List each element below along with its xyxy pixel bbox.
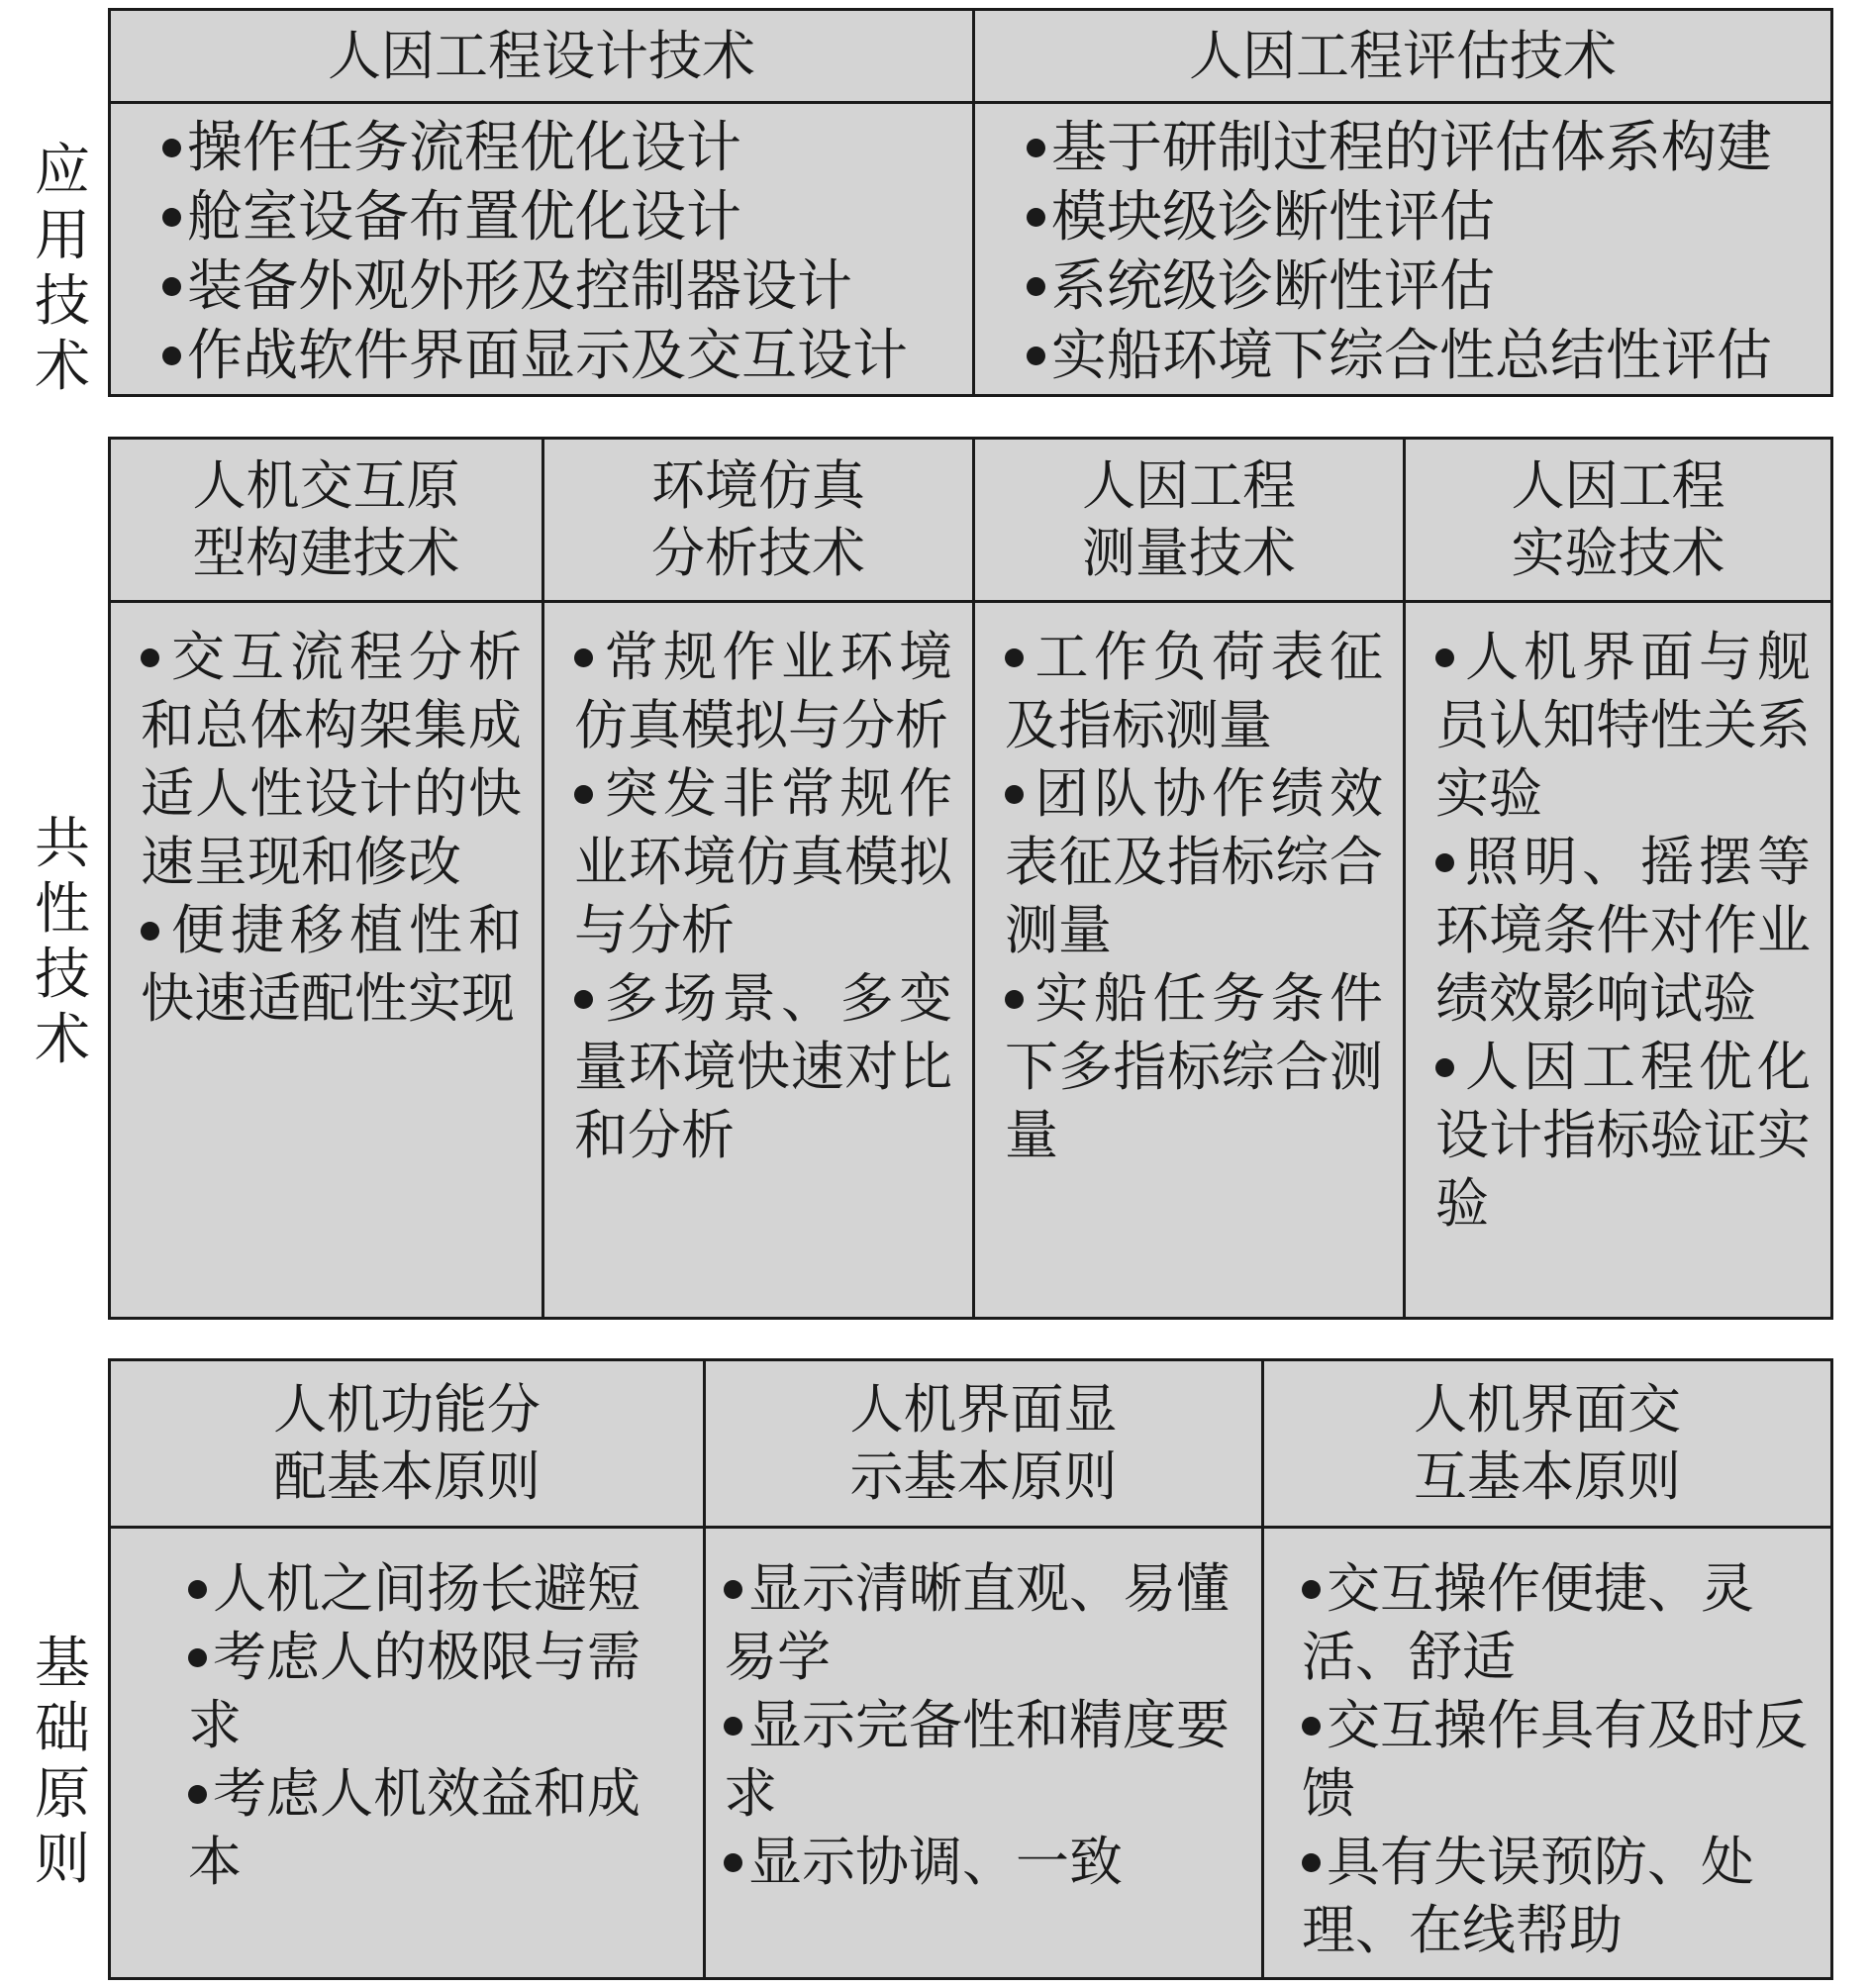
bullet-dot-icon (1027, 208, 1045, 227)
bullet-dot-icon (1027, 347, 1045, 365)
list-item-text: 考虑人机效益和成本 (188, 1762, 640, 1893)
bullet-dot-icon (574, 785, 593, 804)
list-item (1005, 623, 1383, 759)
list-item (574, 759, 952, 964)
list-item (1027, 183, 1830, 252)
list-item (1005, 964, 1383, 1169)
bullet-dot-icon (724, 1580, 742, 1599)
column-title: 人机界面交 互基本原则 (1264, 1361, 1830, 1529)
bullet-dot-icon (188, 1785, 207, 1804)
bullet-dot-icon (1302, 1717, 1321, 1736)
list-item-text: 作战软件界面显示及交互设计 (187, 324, 908, 388)
column-items (111, 603, 542, 1317)
bullet-dot-icon (1435, 648, 1454, 667)
evaluation-tech-column (972, 11, 1830, 394)
list-item (1027, 252, 1830, 322)
list-item (1302, 1828, 1811, 1964)
application-section (108, 8, 1833, 397)
side-label-common: 共 性 技 术 (35, 812, 90, 1072)
bullet-dot-icon (1302, 1853, 1321, 1872)
list-item-text: 基于研制过程的评估体系构建 (1051, 116, 1772, 180)
bullet-dot-icon (1435, 853, 1454, 872)
list-item (1027, 114, 1830, 183)
basic-principles-section (108, 1358, 1833, 1980)
column-title: 人因工程设计技术 (111, 11, 972, 104)
list-item-text: 交互操作便捷、灵活、舒适 (1302, 1557, 1754, 1688)
list-item (141, 896, 522, 1033)
list-item (188, 1623, 683, 1759)
list-item-text: 工作负荷表征及指标测量 (1005, 626, 1383, 756)
list-item-text: 交互流程分析和总体构架集成适人性设计的快速呈现和修改 (141, 626, 522, 893)
design-tech-column (111, 11, 972, 394)
column-items (1264, 1529, 1830, 1977)
list-item (574, 964, 952, 1169)
bullet-dot-icon (724, 1717, 742, 1736)
column-title: 人因工程评估技术 (975, 11, 1830, 104)
column-items (706, 1529, 1261, 1977)
column-title: 人机交互原 型构建技术 (111, 440, 542, 603)
list-item (141, 623, 522, 896)
list-item (724, 1828, 1241, 1896)
measurement-tech-column (972, 440, 1403, 1317)
list-item (1435, 828, 1811, 1033)
column-items (1406, 603, 1830, 1317)
list-item (1005, 759, 1383, 964)
list-item-text: 实船环境下综合性总结性评估 (1051, 324, 1772, 388)
column-items (544, 603, 972, 1317)
common-section (108, 437, 1833, 1320)
column-items (111, 1529, 703, 1977)
list-item (574, 623, 952, 759)
environment-simulation-column (542, 440, 972, 1317)
list-item (188, 1759, 683, 1896)
interface-display-column (703, 1361, 1261, 1977)
bullet-dot-icon (1005, 990, 1024, 1009)
bullet-dot-icon (1302, 1580, 1321, 1599)
list-item (162, 252, 972, 322)
bullet-dot-icon (188, 1580, 207, 1599)
list-item-text: 突发非常规作业环境仿真模拟与分析 (574, 762, 952, 961)
list-item (724, 1554, 1241, 1691)
experiment-tech-column (1403, 440, 1830, 1317)
bullet-dot-icon (574, 648, 593, 667)
bullet-dot-icon (1027, 139, 1045, 157)
hci-prototype-column (111, 440, 542, 1317)
list-item (1027, 322, 1830, 391)
list-item-text: 团队协作绩效表征及指标综合测量 (1005, 762, 1383, 961)
column-title: 人机界面显 示基本原则 (706, 1361, 1261, 1529)
list-item-text: 常规作业环境仿真模拟与分析 (574, 626, 952, 756)
list-item (1435, 623, 1811, 828)
list-item (162, 322, 972, 391)
list-item-text: 考虑人的极限与需求 (188, 1626, 640, 1756)
function-allocation-column (111, 1361, 703, 1977)
interface-interaction-column (1261, 1361, 1830, 1977)
list-item-text: 显示协调、一致 (748, 1831, 1123, 1893)
list-item-text: 便捷移植性和快速适配性实现 (141, 899, 522, 1030)
column-title: 环境仿真 分析技术 (544, 440, 972, 603)
list-item (162, 183, 972, 252)
list-item-text: 人机界面与舰员认知特性关系实验 (1435, 626, 1811, 825)
column-title: 人因工程 测量技术 (975, 440, 1403, 603)
bullet-dot-icon (141, 922, 159, 941)
list-item-text: 照明、摇摆等环境条件对作业绩效影响试验 (1435, 831, 1811, 1030)
list-item-text: 操作任务流程优化设计 (187, 116, 741, 180)
column-items (975, 104, 1830, 394)
list-item (188, 1554, 683, 1623)
list-item (1435, 1033, 1811, 1238)
list-item-text: 人机之间扬长避短 (213, 1557, 640, 1620)
bullet-dot-icon (141, 648, 159, 667)
bullet-dot-icon (1005, 648, 1024, 667)
column-items (975, 603, 1403, 1317)
bullet-dot-icon (1435, 1058, 1454, 1077)
list-item (724, 1691, 1241, 1828)
column-title: 人机功能分 配基本原则 (111, 1361, 703, 1529)
column-items (111, 104, 972, 394)
list-item-text: 装备外观外形及控制器设计 (187, 254, 852, 319)
bullet-dot-icon (724, 1853, 742, 1872)
list-item-text: 舱室设备布置优化设计 (187, 185, 741, 249)
list-item-text: 显示清晰直观、易懂易学 (724, 1557, 1230, 1688)
bullet-dot-icon (162, 347, 181, 365)
bullet-dot-icon (1005, 785, 1024, 804)
bullet-dot-icon (162, 208, 181, 227)
list-item-text: 显示完备性和精度要求 (724, 1694, 1230, 1825)
bullet-dot-icon (1027, 277, 1045, 296)
column-title: 人因工程 实验技术 (1406, 440, 1830, 603)
bullet-dot-icon (162, 139, 181, 157)
list-item-text: 模块级诊断性评估 (1051, 185, 1495, 249)
side-label-basic: 基 础 原 则 (35, 1632, 90, 1892)
bullet-dot-icon (162, 277, 181, 296)
list-item-text: 系统级诊断性评估 (1051, 254, 1495, 319)
side-label-application: 应 用 技 术 (35, 139, 90, 399)
bullet-dot-icon (574, 990, 593, 1009)
list-item-text: 人因工程优化设计指标验证实验 (1435, 1036, 1811, 1235)
list-item-text: 具有失误预防、处理、在线帮助 (1302, 1831, 1754, 1961)
list-item-text: 交互操作具有及时反馈 (1302, 1694, 1808, 1825)
list-item (1302, 1554, 1811, 1691)
list-item-text: 实船任务条件下多指标综合测量 (1005, 967, 1383, 1166)
list-item (1302, 1691, 1811, 1828)
bullet-dot-icon (188, 1648, 207, 1667)
list-item (162, 114, 972, 183)
list-item-text: 多场景、多变量环境快速对比和分析 (574, 967, 952, 1166)
